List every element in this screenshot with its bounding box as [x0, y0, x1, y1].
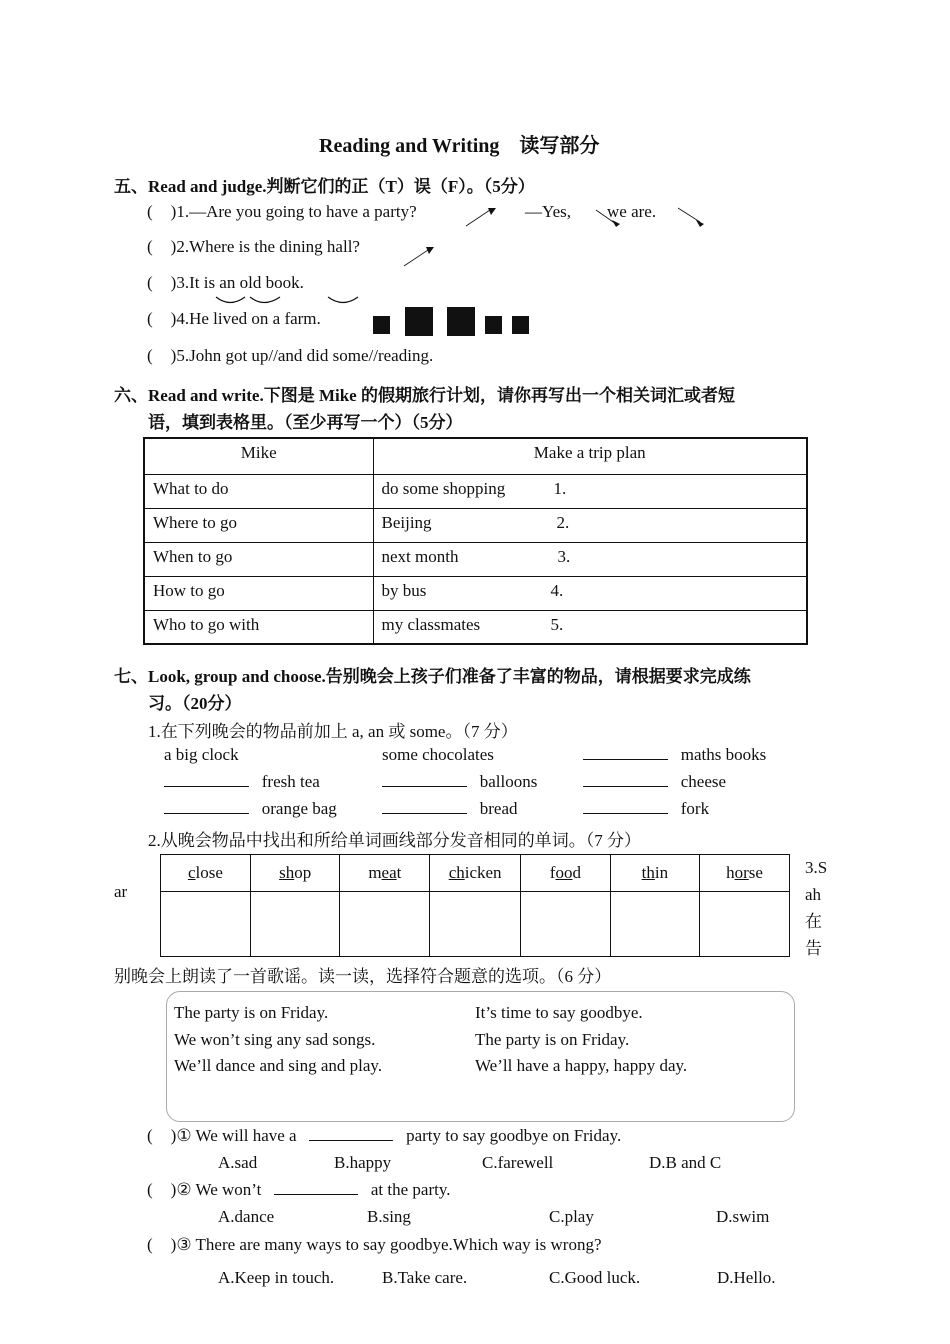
answer-paren[interactable]: (	[147, 1235, 153, 1254]
q1-item: maths books	[583, 745, 766, 765]
poem-line: We’ll have a happy, happy day.	[475, 1056, 688, 1075]
sound-word: thin	[610, 855, 699, 892]
mc2-option-b[interactable]: B.sing	[367, 1207, 411, 1226]
answer-blank[interactable]	[309, 1126, 393, 1141]
strong-stress-block	[447, 307, 475, 336]
answer-cell[interactable]	[250, 892, 340, 957]
sound-word: chicken	[430, 855, 521, 892]
answer-blank[interactable]	[583, 772, 668, 787]
answer-cell[interactable]	[700, 892, 790, 957]
answer-cell[interactable]	[521, 892, 611, 957]
header-cell: Make a trip plan	[373, 438, 807, 474]
row-value-cell[interactable]	[373, 610, 807, 644]
q1-item: fork	[583, 799, 709, 819]
row-num: 1.	[553, 478, 567, 498]
s5-item-5	[147, 346, 433, 366]
answer-cell[interactable]	[610, 892, 699, 957]
q3-side-text: 3.S ah 在 告	[805, 858, 828, 958]
mc1-option-c[interactable]: C.farewell	[482, 1153, 554, 1172]
row-label: Who to go with	[144, 610, 373, 644]
section-5-heading: 五、Read and judge.判断它们的正（T）误（F）。（5分）	[114, 177, 535, 196]
table-header-row	[144, 438, 807, 474]
mc-question-3: ( )③ There are many ways to say goodbye.Which way is wrong?	[147, 1235, 602, 1254]
answer-paren[interactable]: (	[147, 273, 153, 292]
s5-reply-2: we are.	[607, 202, 657, 221]
row-value-cell[interactable]	[373, 474, 807, 508]
q1-item: bread	[382, 799, 518, 819]
row-num: 3.	[557, 546, 571, 566]
intonation-arrows	[460, 200, 720, 275]
answer-cell[interactable]	[161, 892, 251, 957]
sound-word: meat	[340, 855, 430, 892]
mc3-option-d[interactable]: D.Hello.	[717, 1268, 776, 1287]
answer-cell[interactable]	[340, 892, 430, 957]
row-value: do some shopping	[381, 478, 506, 498]
sound-word: horse	[700, 855, 790, 892]
q2-title: 2.从晚会物品中找出和所给单词画线部分发音相同的单词。（7 分）	[148, 831, 641, 850]
row-label: When to go	[144, 542, 373, 576]
s5-item-2	[147, 237, 360, 257]
mc3-option-a[interactable]: A.Keep in touch.	[218, 1268, 335, 1287]
row-num: 2.	[556, 512, 570, 532]
table-row	[144, 542, 807, 576]
answer-paren[interactable]: (	[147, 237, 153, 256]
arrow-head-icon	[696, 220, 704, 227]
q3-left-fragment: ar	[114, 882, 128, 901]
section-7-heading-1: 七、Look, group and choose.告别晚会上孩子们准备了丰富的物品，请根据要求完成练	[114, 667, 751, 686]
sound-word: food	[521, 855, 611, 892]
falling-arrow-line	[596, 210, 616, 224]
mc2-option-c[interactable]: C.play	[549, 1207, 594, 1226]
sound-answer-row	[161, 892, 790, 957]
row-value: my classmates	[381, 614, 481, 634]
rising-arrow-q2	[400, 240, 440, 270]
answer-paren[interactable]: (	[147, 202, 153, 221]
answer-blank[interactable]	[164, 772, 249, 787]
row-label: What to do	[144, 474, 373, 508]
mc2-option-a[interactable]: A.dance	[218, 1207, 275, 1226]
table-row	[144, 474, 807, 508]
answer-paren[interactable]: (	[147, 346, 153, 365]
s5-item-text: )5.John got up//and did some//reading.	[170, 346, 434, 365]
q1-item: a big clock	[164, 745, 239, 764]
row-value: by bus	[381, 580, 427, 600]
q1-item: cheese	[583, 772, 726, 792]
row-value-cell[interactable]	[373, 508, 807, 542]
poem-line: The party is on Friday.	[475, 1029, 630, 1049]
poem-right-column	[475, 1000, 687, 1080]
falling-arrow-line	[678, 208, 700, 222]
arrow-head-icon	[488, 208, 496, 215]
answer-cell[interactable]	[430, 892, 521, 957]
row-value: Beijing	[381, 512, 432, 532]
s5-item-4	[147, 309, 321, 329]
linking-marks	[212, 294, 372, 310]
poem-line: We’ll dance and sing and play.	[174, 1056, 383, 1075]
s5-item-text: )1.—Are you going to have a party?	[170, 202, 417, 221]
s5-reply: —Yes,	[525, 202, 571, 221]
table-row	[144, 576, 807, 610]
row-num: 4.	[550, 580, 564, 600]
strong-stress-block	[405, 307, 433, 336]
answer-blank[interactable]	[382, 799, 467, 814]
page-title: Reading and Writing 读写部分	[319, 135, 600, 157]
sound-table	[160, 854, 790, 957]
table-row	[144, 508, 807, 542]
q1-title: 1.在下列晚会的物品前加上 a, an 或 some。（7 分）	[148, 722, 518, 741]
poem-line: It’s time to say goodbye.	[475, 1003, 643, 1022]
poem-left-column	[174, 1000, 382, 1080]
trip-plan-table	[143, 437, 808, 645]
answer-blank[interactable]	[274, 1180, 358, 1195]
poem-line: The party is on Friday.	[174, 1003, 329, 1022]
weak-stress-block	[485, 316, 502, 334]
answer-paren[interactable]: (	[147, 1180, 153, 1199]
mc-question-1: ( )① We will have a party to say goodbye on Friday.	[147, 1126, 622, 1145]
sound-word: close	[161, 855, 251, 892]
row-value-cell[interactable]	[373, 542, 807, 576]
q1-item: fresh tea	[164, 772, 320, 792]
section-6-heading-2: 语，填到表格里。（至少再写一个）（5分）	[148, 413, 463, 432]
mc1-option-a[interactable]: A.sad	[218, 1153, 258, 1172]
mc3-option-c[interactable]: C.Good luck.	[549, 1268, 641, 1287]
mc1-option-b[interactable]: B.happy	[334, 1153, 392, 1172]
mc3-option-b[interactable]: B.Take care.	[382, 1268, 468, 1287]
section-7-heading-2: 习。（20分）	[148, 694, 242, 713]
sound-header-row	[161, 855, 790, 892]
header-cell: Mike	[144, 438, 373, 474]
answer-paren[interactable]: (	[147, 309, 153, 328]
arrow-head-icon	[612, 220, 620, 227]
s5-item-3	[147, 273, 304, 293]
answer-blank[interactable]	[382, 772, 467, 787]
q1-item: orange bag	[164, 799, 337, 819]
answer-paren[interactable]: (	[147, 1126, 153, 1145]
poem-line: We won’t sing any sad songs.	[174, 1029, 376, 1049]
row-value: next month	[381, 546, 459, 566]
q1-item: balloons	[382, 772, 537, 792]
weak-stress-block	[373, 316, 390, 334]
q3-title: 别晚会上朗读了一首歌谣。读一读，选择符合题意的选项。（6 分）	[114, 967, 612, 986]
table-row	[144, 610, 807, 644]
row-label: How to go	[144, 576, 373, 610]
sound-word: shop	[250, 855, 340, 892]
row-label: Where to go	[144, 508, 373, 542]
mc2-option-d[interactable]: D.swim	[716, 1207, 770, 1226]
answer-blank[interactable]	[583, 745, 668, 760]
weak-stress-block	[512, 316, 529, 334]
answer-blank[interactable]	[164, 799, 249, 814]
s5-item-text: )2.Where is the dining hall?	[170, 237, 360, 256]
s5-item-1	[147, 202, 417, 222]
q1-item: some chocolates	[382, 745, 494, 764]
stress-blocks	[370, 304, 535, 338]
section-6-heading-1: 六、Read and write.下图是 Mike 的假期旅行计划，请你再写出一个相关词汇或者短	[114, 386, 735, 405]
mc1-option-d[interactable]: D.B and C	[649, 1153, 722, 1172]
s5-item-text: )4.He lived on a farm.	[170, 309, 321, 328]
mc-question-2: ( )② We won’t at the party.	[147, 1180, 451, 1199]
s5-item-text: )3.It is an old book.	[170, 273, 304, 292]
row-value-cell[interactable]	[373, 576, 807, 610]
row-num: 5.	[550, 614, 564, 634]
answer-blank[interactable]	[583, 799, 668, 814]
rising-arrow-line	[466, 210, 490, 226]
